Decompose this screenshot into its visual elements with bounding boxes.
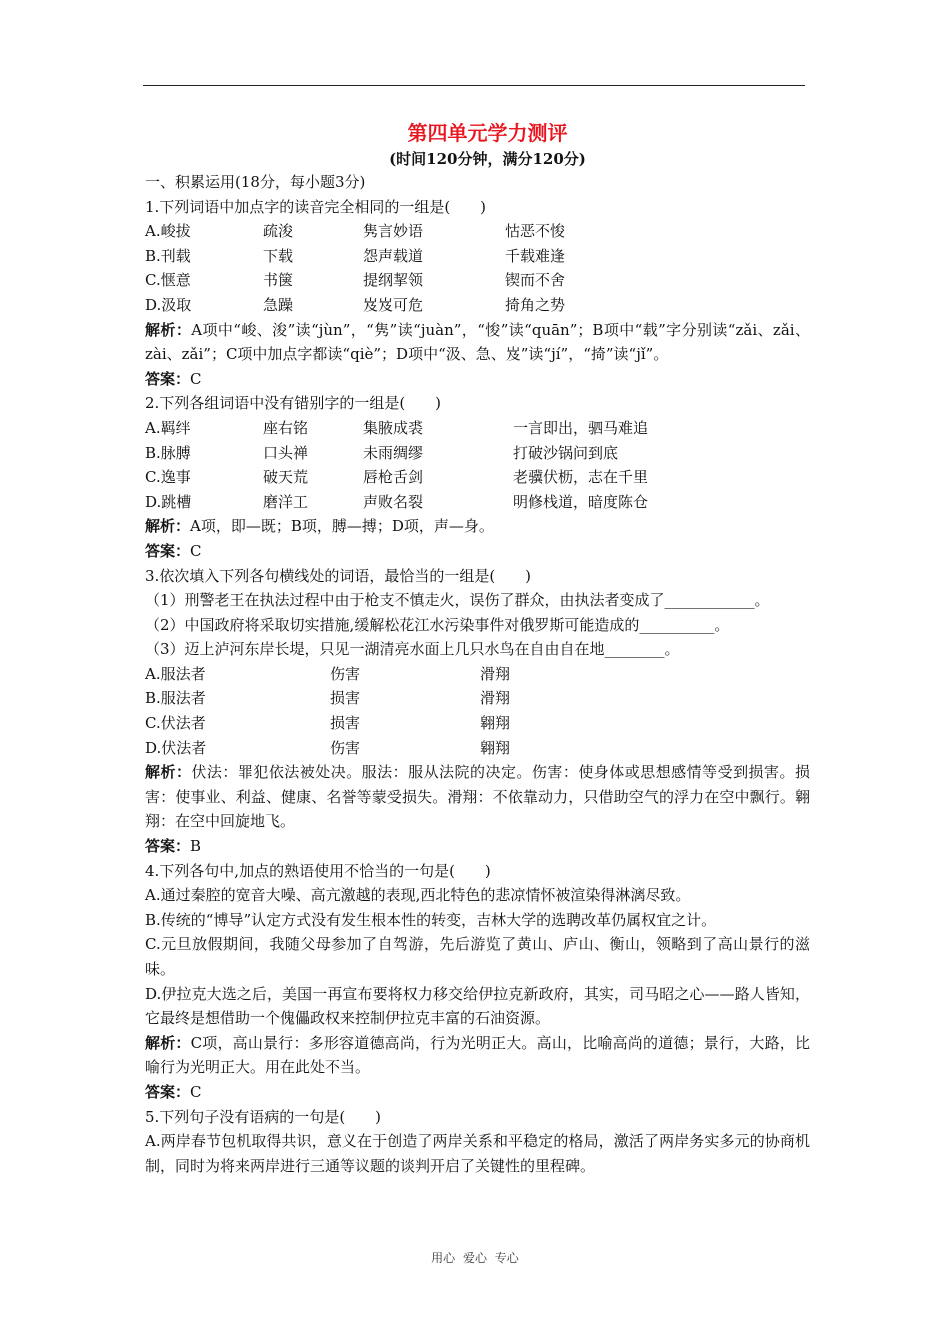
option-cell: 掎角之势 — [505, 295, 566, 314]
analysis-text: C项，高山景行：多形容道德高尚，行为光明正大。高山，比喻高尚的道德；景行，大路，比喻行为光明正大。用在此处不当。 — [145, 1033, 810, 1077]
analysis-label: 解析： — [145, 763, 192, 782]
analysis-text: A项中“峻、浚”读“jùn”，“隽”读“juàn”，“悛”读“quān”；B项中“载”字分别读“zǎi、zǎi、zài、zǎi”；C项中加点字都读“qiè”；D项中“汲、急、岌”读“jí”，“掎”读“jǐ”。 — [145, 320, 810, 364]
question-stem: 2.下列各组词语中没有错别字的一组是( ) — [145, 394, 442, 413]
page-subtitle: (时间120分钟，满分120分) — [389, 150, 586, 168]
answer-label: 答案： — [145, 837, 191, 856]
option-cell: 破天荒 — [263, 468, 309, 487]
analysis-label: 解析： — [145, 320, 192, 339]
option-cell: B.脉膊 — [145, 443, 191, 462]
option-cell: 锲而不舍 — [505, 271, 566, 290]
answer-value: C — [190, 1082, 202, 1101]
page-title: 第四单元学力测评 — [407, 121, 568, 145]
option-cell: 明修栈道，暗度陈仓 — [513, 492, 649, 511]
option-cell: 一言即出，驷马难追 — [513, 418, 649, 437]
option-cell: 损害 — [330, 714, 361, 733]
question-stem: 1.下列词语中加点字的读音完全相同的一组是( ) — [145, 197, 487, 216]
analysis — [145, 318, 810, 367]
option-cell: D.汲取 — [145, 295, 192, 314]
option-row — [145, 416, 810, 441]
fill-sentence: （1）刑警老王在执法过程中由于枪支不慎走火，误伤了群众，由执法者变成了____________。 — [145, 591, 770, 610]
option-cell: 未雨绸缪 — [363, 443, 424, 462]
option-sentence: A.通过秦腔的宽音大噪、高亢激越的表现,西北特色的悲凉情怀被渲染得淋漓尽致。 — [145, 886, 691, 905]
option-sentence: D.伊拉克大选之后，美国一再宣布要将权力移交给伊拉克新政府，其实，司马昭之心——路人皆知，它最终是想借助一个傀儡政权来控制伊拉克丰富的石油资源。 — [145, 984, 810, 1028]
option-sentence: B.传统的“博导”认定方式没有发生根本性的转变，吉林大学的选聘改革仍属权宜之计。 — [145, 910, 717, 929]
option-cell: 翱翔 — [480, 738, 511, 757]
option-cell: C.惬意 — [145, 271, 191, 290]
option-cell: 滑翔 — [480, 664, 511, 683]
analysis — [145, 1031, 810, 1080]
answer — [145, 539, 810, 564]
answer-label: 答案： — [145, 541, 191, 560]
option-cell: 打破沙锅问到底 — [513, 443, 619, 462]
analysis — [145, 514, 810, 539]
option-cell: C.伏法者 — [145, 714, 206, 733]
option-sentence: C.元旦放假期间，我随父母参加了自驾游，先后游览了黄山、庐山、衡山，领略到了高山景行的滋味。 — [145, 935, 810, 978]
answer — [145, 834, 810, 859]
option-cell: 岌岌可危 — [363, 295, 424, 314]
option-cell: 怨声载道 — [363, 246, 424, 265]
analysis-text: 伏法：罪犯依法被处决。服法：服从法院的决定。伤害：使身体或思想感情等受到损害。损害：使事业、利益、健康、名誉等蒙受损失。滑翔：不依靠动力，只借助空气的浮力在空中飘行。翱翔：在空中回旋地飞。 — [145, 763, 810, 831]
option-cell: 伤害 — [330, 738, 361, 757]
option-cell: 千载难逢 — [505, 246, 566, 265]
option-row — [145, 465, 810, 490]
option-cell: C.逸事 — [145, 468, 191, 487]
option-cell: 书箧 — [263, 271, 294, 290]
answer — [145, 1080, 810, 1105]
answer-label: 答案： — [145, 369, 191, 388]
option-row — [145, 662, 810, 687]
option-cell: 提纲挈领 — [363, 271, 424, 290]
question-stem: 3.依次填入下列各句横线处的词语，最恰当的一组是( ) — [145, 566, 532, 585]
option-cell: 下载 — [263, 246, 294, 265]
option-cell: 集腋成裘 — [363, 418, 424, 437]
question-stem: 5.下列句子没有语病的一句是( ) — [145, 1107, 382, 1126]
option-cell: 伤害 — [330, 664, 361, 683]
answer-label: 答案： — [145, 1082, 191, 1101]
page-footer: 用心 爱心 专心 — [431, 1251, 519, 1265]
analysis-text: A项，即—既；B项，膊—搏；D项，声—身。 — [190, 517, 494, 536]
option-row — [145, 736, 810, 761]
option-row — [145, 219, 810, 244]
option-cell: 老骥伏枥，志在千里 — [513, 468, 649, 487]
option-cell: 翱翔 — [480, 714, 511, 733]
analysis-label: 解析： — [145, 1033, 191, 1052]
option-cell: 磨洋工 — [263, 492, 309, 511]
analysis — [145, 760, 810, 834]
option-cell: 疏浚 — [263, 222, 294, 241]
option-cell: D.跳槽 — [145, 492, 192, 511]
option-row — [145, 711, 810, 736]
option-cell: 唇枪舌剑 — [363, 468, 424, 487]
option-cell: 损害 — [330, 689, 361, 708]
option-row — [145, 490, 810, 515]
fill-sentence: （2）中国政府将采取切实措施,缓解松花江水污染事件对俄罗斯可能造成的__________。 — [145, 615, 730, 634]
answer-value: B — [190, 837, 202, 856]
option-cell: D.伏法者 — [145, 738, 207, 757]
analysis-label: 解析： — [145, 517, 191, 536]
option-cell: B.刊载 — [145, 246, 191, 265]
option-row — [145, 686, 810, 711]
option-cell: A.峻拔 — [145, 222, 191, 241]
option-row — [145, 441, 810, 466]
option-row — [145, 293, 810, 318]
option-cell: 急躁 — [263, 295, 294, 314]
answer-value: C — [190, 541, 202, 560]
option-cell: 声败名裂 — [363, 492, 424, 511]
option-cell: 隽言妙语 — [363, 222, 424, 241]
option-row — [145, 268, 810, 293]
option-row — [145, 244, 810, 269]
option-cell: 怙恶不悛 — [505, 222, 566, 241]
option-cell: A.服法者 — [145, 664, 206, 683]
header-rule — [143, 85, 805, 86]
option-cell: 座右铭 — [263, 418, 309, 437]
option-cell: A.羁绊 — [145, 418, 191, 437]
option-cell: B.服法者 — [145, 689, 206, 708]
exam-page — [145, 118, 810, 1178]
fill-sentence: （3）迈上泸河东岸长堤，只见一湖清亮水面上几只水鸟在自由自在地________。 — [145, 640, 680, 659]
section-heading: 一、积累运用(18分，每小题3分) — [145, 173, 366, 191]
answer-value: C — [190, 369, 202, 388]
option-cell: 口头禅 — [263, 443, 309, 462]
answer — [145, 367, 810, 392]
question-stem: 4.下列各句中,加点的熟语使用不恰当的一句是( ) — [145, 861, 491, 880]
option-sentence: A.两岸春节包机取得共识，意义在于创造了两岸关系和平稳定的格局，激活了两岸务实多元的协商机制，同时为将来两岸进行三通等议题的谈判开启了关键性的里程碑。 — [145, 1132, 810, 1175]
option-cell: 滑翔 — [480, 689, 511, 708]
